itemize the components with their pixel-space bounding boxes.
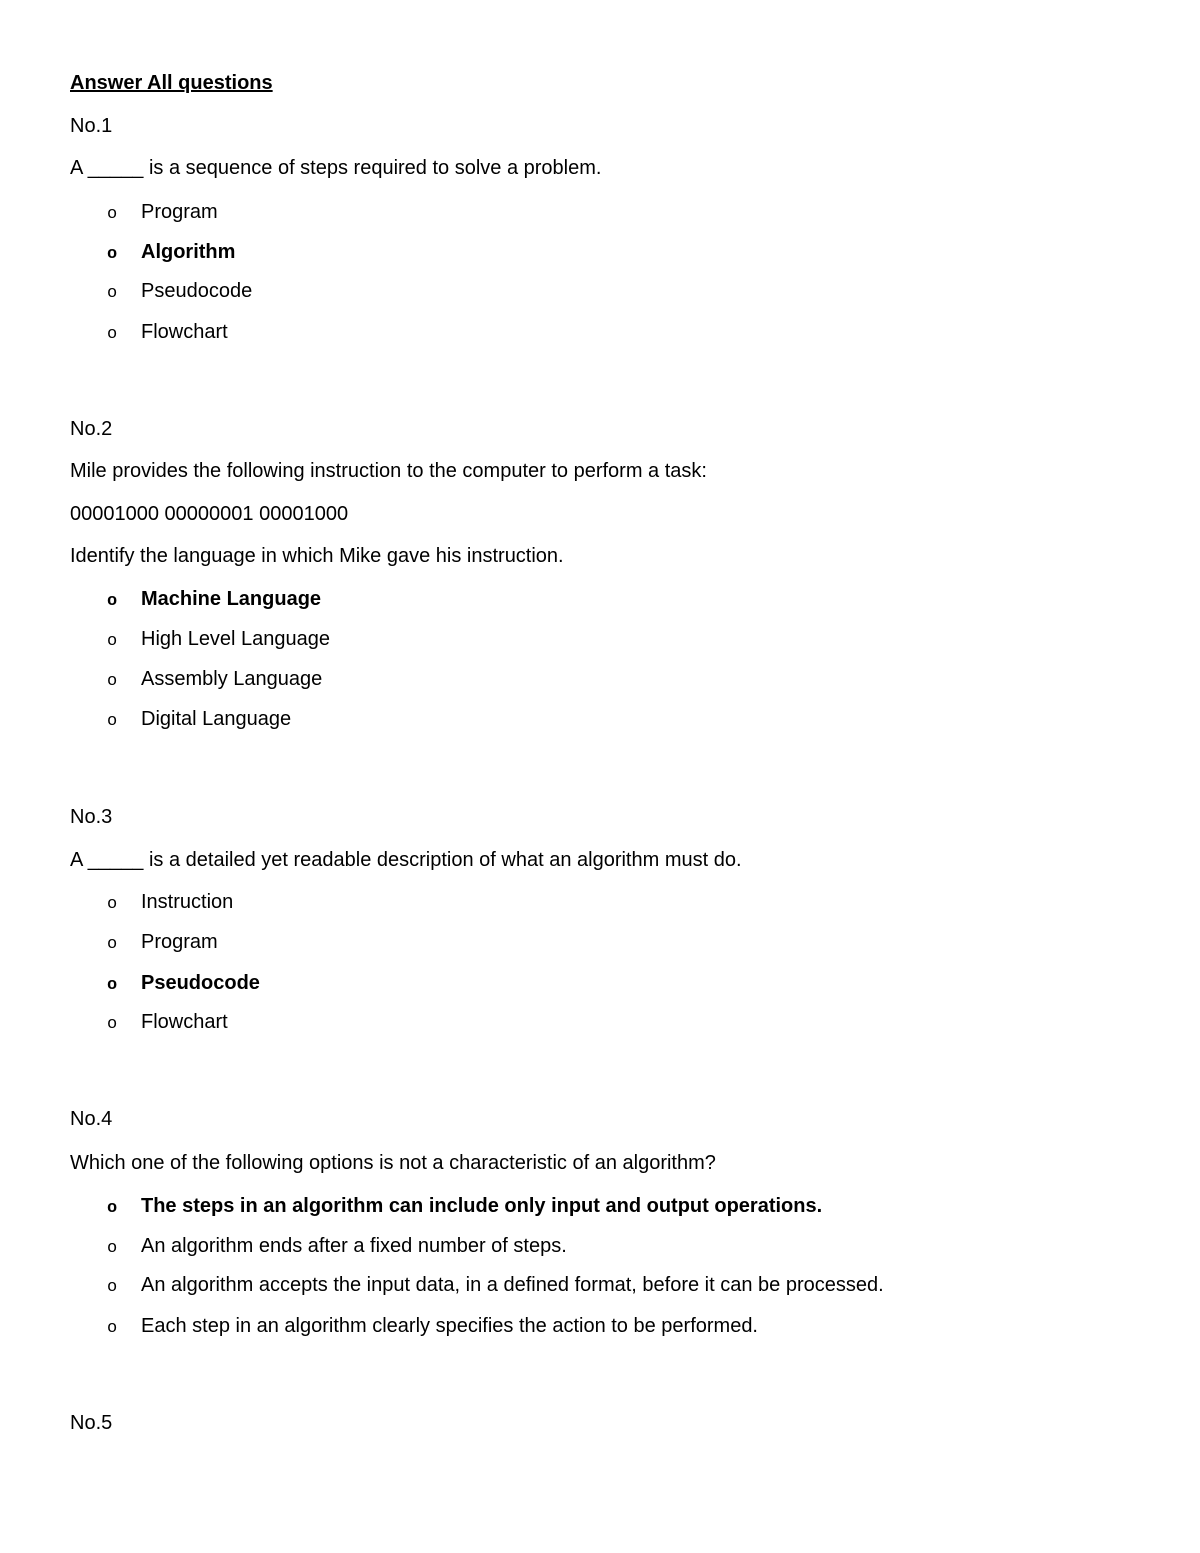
option-text: Assembly Language [141, 668, 323, 690]
bullet-icon: o [107, 1319, 118, 1338]
option-text: Pseudocode [141, 972, 260, 994]
question-number: No.3 [70, 806, 113, 828]
bullet-icon: o [107, 1199, 118, 1218]
bullet-icon: o [107, 632, 118, 651]
answer-option [107, 320, 228, 347]
bullet-icon: o [107, 325, 118, 344]
option-text: Pseudocode [141, 280, 253, 302]
bullet-icon: o [107, 245, 118, 264]
question-number: No.1 [70, 115, 113, 137]
answer-option-correct [107, 587, 321, 614]
question-number: No.2 [70, 418, 113, 440]
option-text: Flowchart [141, 321, 228, 343]
question-number: No.5 [70, 1412, 113, 1434]
answer-option [107, 707, 291, 734]
option-text: An algorithm ends after a fixed number of steps. [141, 1235, 567, 1257]
bullet-icon: o [107, 1278, 118, 1297]
option-text: High Level Language [141, 628, 331, 650]
bullet-icon: o [107, 1239, 118, 1258]
bullet-icon: o [107, 895, 118, 914]
bullet-icon: o [107, 935, 118, 954]
answer-option [107, 1010, 228, 1037]
option-text: Program [141, 931, 218, 953]
option-text: Instruction [141, 891, 234, 913]
answer-option [107, 1234, 567, 1261]
answer-option [107, 627, 330, 654]
option-text: Algorithm [141, 241, 236, 263]
answer-option [107, 1314, 758, 1341]
option-text: Machine Language [141, 588, 322, 610]
answer-option [107, 930, 218, 957]
page-heading: Answer All questions [70, 72, 273, 94]
question-text: A _____ is a sequence of steps required to solve a problem. [70, 157, 602, 179]
answer-option [107, 667, 322, 694]
question-text: Which one of the following options is not a characteristic of an algorithm? [70, 1152, 716, 1174]
question-text: Mile provides the following instruction to the computer to perform a task: [70, 460, 707, 482]
option-text: The steps in an algorithm can include only input and output operations. [141, 1195, 823, 1217]
question-number: No.4 [70, 1108, 113, 1130]
option-text: Program [141, 201, 218, 223]
bullet-icon: o [107, 672, 118, 691]
option-text: Digital Language [141, 708, 292, 730]
binary-instruction: 00001000 00000001 00001000 [70, 503, 349, 525]
option-text: An algorithm accepts the input data, in a defined format, before it can be processed. [141, 1274, 884, 1296]
option-text: Each step in an algorithm clearly specifies the action to be performed. [141, 1315, 758, 1337]
bullet-icon: o [107, 284, 118, 303]
answer-option [107, 200, 218, 227]
option-text: Flowchart [141, 1011, 228, 1033]
bullet-icon: o [107, 592, 118, 611]
question-text: A _____ is a detailed yet readable description of what an algorithm must do. [70, 849, 742, 871]
answer-option-correct [107, 1194, 822, 1221]
question-text: Identify the language in which Mike gave his instruction. [70, 545, 564, 567]
answer-option-correct [107, 971, 260, 998]
answer-option-correct [107, 240, 235, 267]
bullet-icon: o [107, 205, 118, 224]
bullet-icon: o [107, 976, 118, 995]
bullet-icon: o [107, 712, 118, 731]
answer-option [107, 279, 252, 306]
answer-option [107, 1273, 884, 1300]
bullet-icon: o [107, 1015, 118, 1034]
answer-option [107, 890, 233, 917]
